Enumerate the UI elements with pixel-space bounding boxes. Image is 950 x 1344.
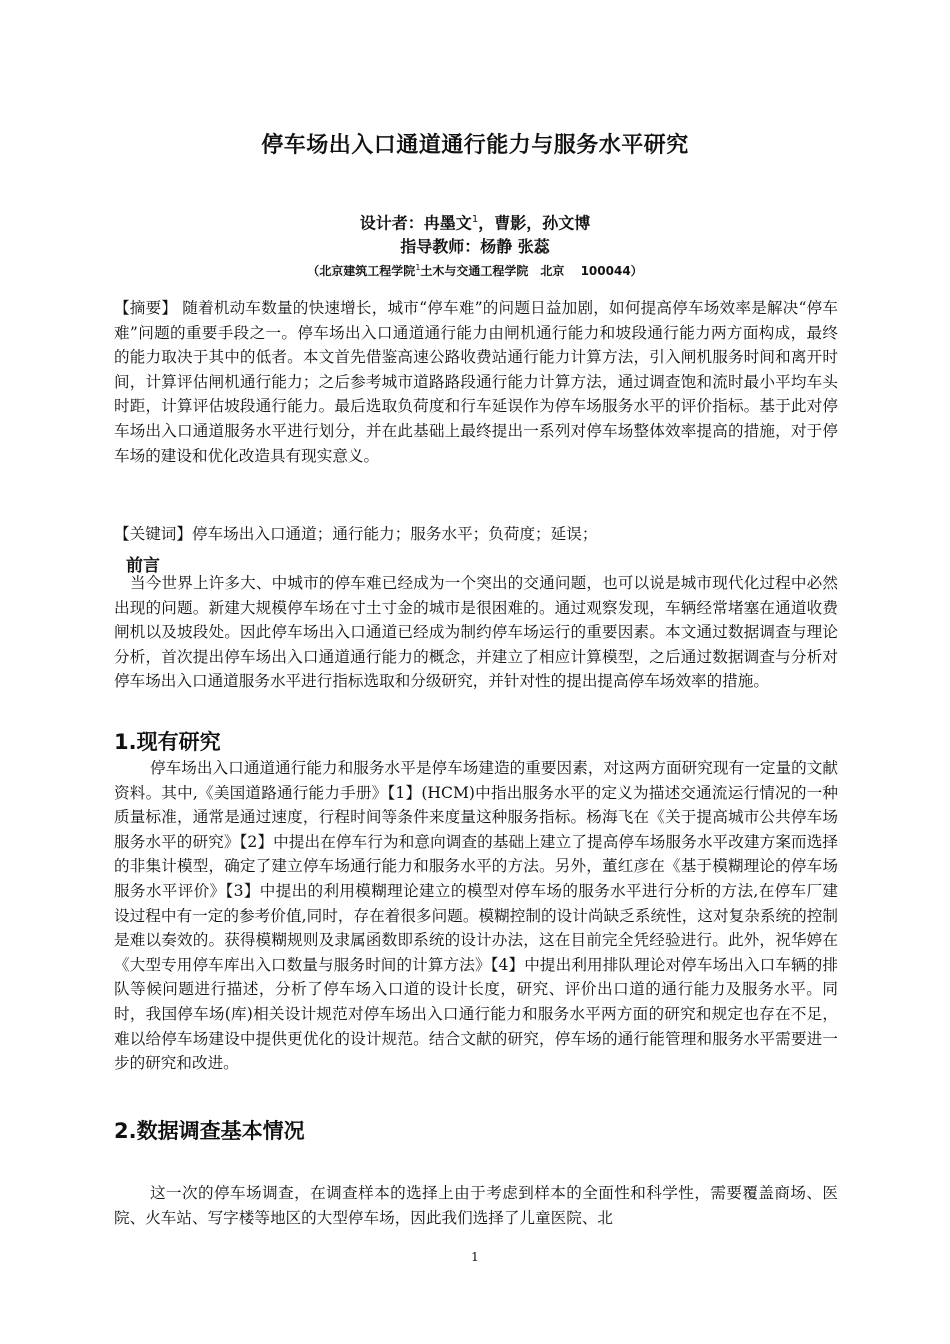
section-1-heading: 1.现有研究 xyxy=(114,730,221,754)
advisor-line: 指导教师：杨静 张蕊 xyxy=(400,237,550,257)
page-number: 1 xyxy=(471,1250,479,1264)
preface-heading: 前言 xyxy=(126,556,160,576)
authors-affil-mark: 1 xyxy=(471,214,479,225)
paper-title: 停车场出入口通道通行能力与服务水平研究 xyxy=(261,133,689,158)
authors-rest: ，曹影，孙文博 xyxy=(478,213,591,233)
keywords-line: 【关键词】停车场出入口通道；通行能力；服务水平；负荷度；延误； xyxy=(114,525,598,543)
author-block xyxy=(0,208,950,259)
section-2-heading: 2.数据调查基本情况 xyxy=(114,1119,305,1143)
affiliation-line xyxy=(0,262,950,279)
section-2-paragraph: 这一次的停车场调查，在调查样本的选择上由于考虑到样本的全面性和科学性，需要覆盖商场、医院、火车站、写字楼等地区的大型停车场，因此我们选择了儿童医院、北 xyxy=(114,1184,838,1227)
abstract-paragraph: 【摘要】 随着机动车数量的快速增长，城市“停车难”的问题日益加剧，如何提高停车场效率是解决“停车难”问题的重要手段之一。停车场出入口通道通行能力由闸机通行能力和坡段通行能力两方面构成，最终的能力取决于其中的低者。本文首先借鉴高速公路收费站通行能力计算方法，引入闸机服务时间和离开时间，计算评估闸机通行能力；之后参考城市道路路段通行能力计算方法，通过调查饱和流时最小平均车头时距，计算评估坡段通行能力。最后选取负荷度和行车延误作为停车场服务水平的评价指标。基于此对停车场出入口通道服务水平进行划分，并在此基础上最终提出一系列对停车场整体效率提高的措施，对于停车场的建设和优化改造具有现实意义。 xyxy=(114,299,838,465)
affil-prefix: （北京建筑工程学院 xyxy=(307,264,416,278)
affil-mark: 1 xyxy=(415,263,421,272)
authors-line xyxy=(0,208,950,235)
section-1-paragraph: 停车场出入口通道通行能力和服务水平是停车场建造的重要因素，对这两方面研究现有一定量的文献资料。其中,《美国道路通行能力手册》【1】(HCM)中指出服务水平的定义为描述交通流运行情况的一种质量标准，通常是通过速度，行程时间等条件来度量这种服务指标。杨海飞在《关于提高城市公共停车场服务水平的研究》【2】中提出在停车行为和意向调查的基础上建立了提高停车场服务水平改建方案而选择的非集计模型，确定了建立停车场通行能力和服务水平的方法。另外，董红彦在《基于模糊理论的停车场服务水平评价》【3】中提出的利用模糊理论建立的模型对停车场的服务水平进行分析的方法,在停车厂建设过程中有一定的参考价值,同时，存在着很多问题。模糊控制的设计尚缺乏系统性，这对复杂系统的控制是难以奏效的。获得模糊规则及隶属函数即系统的设计办法，这在目前完全凭经验进行。此外，祝华婷在《大型专用停车库出入口数量与服务时间的计算方法》【4】中提出利用排队理论对停车场出入口车辆的排队等候问题进行描述，分析了停车场入口道的设计长度，研究、评价出口道的通行能力及服务水平。同时，我国停车场(库)相关设计规范对停车场出入口通行能力和服务水平两方面的研究和规定也存在不足，难以给停车场建设中提供更优化的设计规范。结合文献的研究，停车场的通行能管理和服务水平需要进一步的研究和改进。 xyxy=(114,759,838,1073)
authors-prefix: 设计者：冉墨文 xyxy=(359,213,472,233)
preface-paragraph: 当今世界上许多大、中城市的停车难已经成为一个突出的交通问题，也可以说是城市现代化过程中必然出现的问题。新建大规模停车场在寸土寸金的城市是很困难的。通过观察发现，车辆经常堵塞在通道收费闸机以及坡段处。因此停车场出入口通道已经成为制约停车场运行的重要因素。本文通过数据调查与理论分析，首次提出停车场出入口通道通行能力的概念，并建立了相应计算模型，之后通过数据调查与分析对停车场出入口通道服务水平进行指标选取和分级研究，并针对性的提出提高停车场效率的措施。 xyxy=(114,574,838,691)
affil-rest: 土木与交通工程学院 北京 100044） xyxy=(420,264,643,278)
